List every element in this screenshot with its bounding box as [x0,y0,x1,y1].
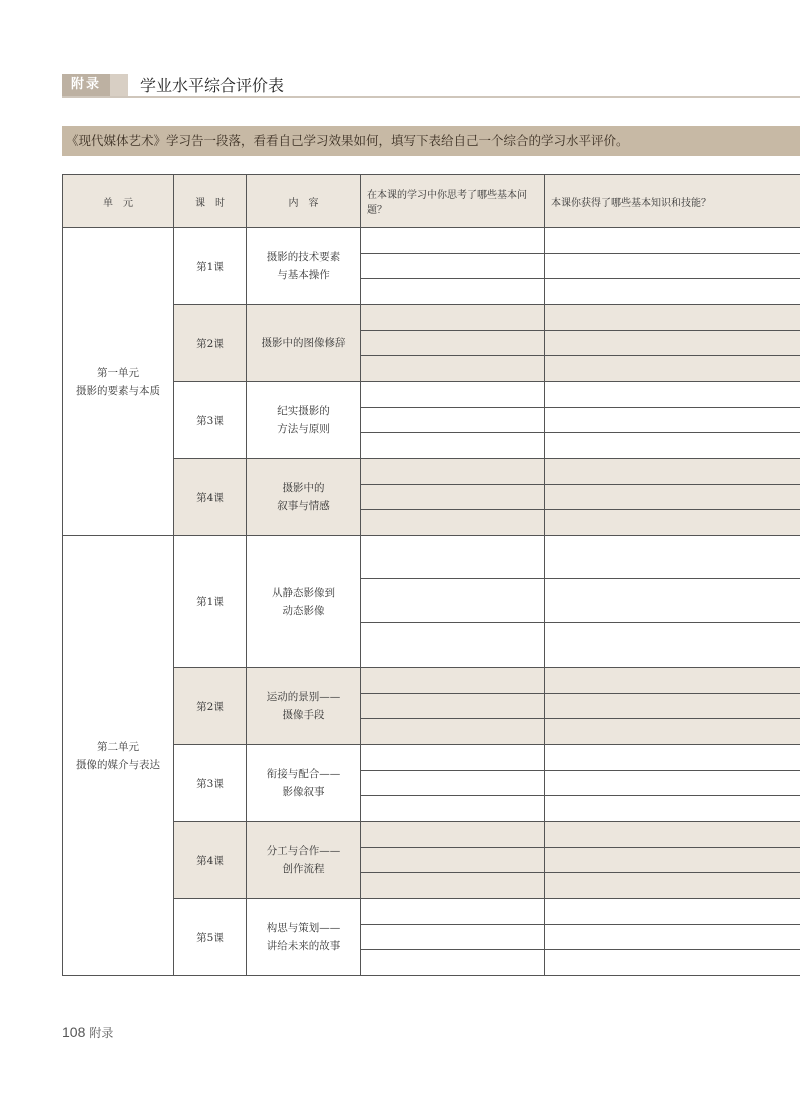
answer-cell-questions[interactable] [361,459,545,536]
answer-cell-knowledge[interactable] [545,536,800,668]
instruction-banner: 《现代媒体艺术》学习告一段落，看看自己学习效果如何，填写下表给自己一个综合的学习水平评价。 [62,126,800,156]
answer-cell-knowledge[interactable] [545,899,800,976]
appendix-tag: 附录 [62,74,110,96]
content-cell: 构思与策划—— 讲给未来的故事 [247,899,361,976]
answer-cell-questions[interactable] [361,899,545,976]
table-row [63,228,800,305]
content-cell: 纪实摄影的 方法与原则 [247,382,361,459]
period-cell: 第5课 [174,899,247,976]
answer-cell-questions[interactable] [361,228,545,305]
header-content: 内 容 [247,175,361,228]
answer-cell-questions[interactable] [361,536,545,668]
answer-cell-knowledge[interactable] [545,822,800,899]
header-divider [62,96,800,98]
period-cell: 第3课 [174,745,247,822]
table-row [63,822,800,899]
answer-cell-questions[interactable] [361,745,545,822]
content-cell: 运动的景别—— 摄像手段 [247,668,361,745]
evaluation-table [62,174,800,974]
answer-cell-knowledge[interactable] [545,745,800,822]
table-row [63,745,800,822]
table-row [63,536,800,668]
period-cell: 第2课 [174,668,247,745]
period-cell: 第1课 [174,228,247,305]
content-cell: 摄影中的 叙事与情感 [247,459,361,536]
table-row [63,668,800,745]
answer-cell-knowledge[interactable] [545,459,800,536]
table-row [63,305,800,382]
answer-cell-knowledge[interactable] [545,668,800,745]
answer-cell-knowledge[interactable] [545,382,800,459]
period-cell: 第4课 [174,459,247,536]
period-cell: 第2课 [174,305,247,382]
period-cell: 第1课 [174,536,247,668]
header-knowledge: 本课你获得了哪些基本知识和技能？ [545,175,800,228]
unit-cell: 第二单元 摄像的媒介与表达 [63,536,174,976]
header-period: 课 时 [174,175,247,228]
page-title: 学业水平综合评价表 [140,76,285,95]
table-header-row [63,175,800,228]
content-cell: 衔接与配合—— 影像叙事 [247,745,361,822]
content-cell: 摄影中的图像修辞 [247,305,361,382]
header-questions: 在本课的学习中你思考了哪些基本问题？ [361,175,545,228]
answer-cell-questions[interactable] [361,382,545,459]
answer-cell-questions[interactable] [361,305,545,382]
footer-section: 附录 [89,1026,114,1040]
period-cell: 第4课 [174,822,247,899]
unit-cell: 第一单元 摄影的要素与本质 [63,228,174,536]
page-footer [62,1024,113,1041]
answer-cell-questions[interactable] [361,668,545,745]
page-number: 108 [62,1024,86,1040]
content-cell: 从静态影像到 动态影像 [247,536,361,668]
content-cell: 分工与合作—— 创作流程 [247,822,361,899]
table-row [63,459,800,536]
period-cell: 第3课 [174,382,247,459]
table-row [63,382,800,459]
answer-cell-knowledge[interactable] [545,305,800,382]
table-row [63,899,800,976]
answer-cell-knowledge[interactable] [545,228,800,305]
content-cell: 摄影的技术要素 与基本操作 [247,228,361,305]
answer-cell-questions[interactable] [361,822,545,899]
header-unit: 单 元 [63,175,174,228]
